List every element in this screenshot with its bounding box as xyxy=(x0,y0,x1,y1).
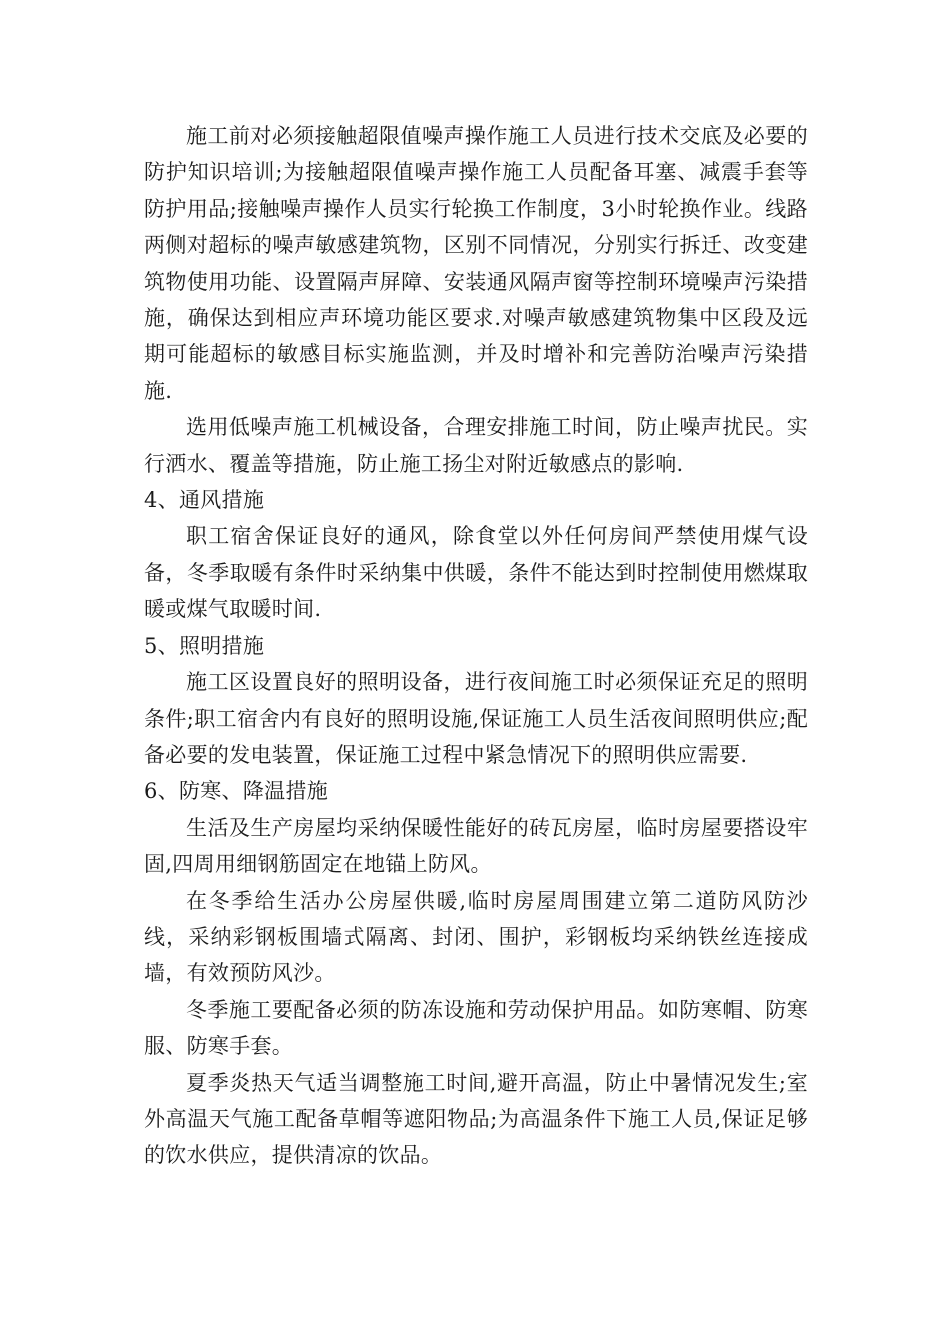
paragraph-lighting: 施工区设置良好的照明设备，进行夜间施工时必须保证充足的照明条件;职工宿舍内有良好的照明设施,保证施工人员生活夜间照明供应;配备必要的发电装置，保证施工过程中紧急情况下的照明供应需要. xyxy=(144,670,808,767)
paragraph-noise-protection: 施工前对必须接触超限值噪声操作施工人员进行技术交底及必要的防护知识培训;为接触超限值噪声操作施工人员配备耳塞、减震手套等防护用品;接触噪声操作人员实行轮换工作制度，3小时轮换作业。线路两侧对超标的噪声敏感建筑物，区别不同情况，分别实行拆迁、改变建筑物使用功能、设置隔声屏障、安装通风隔声窗等控制环境噪声污染措施，确保达到相应声环境功能区要求.对噪声敏感建筑物集中区段及远期可能超标的敏感目标实施监测，并及时增补和完善防治噪声污染措施. xyxy=(144,124,808,403)
section-heading-cold-heat: 6、防寒、降温措施 xyxy=(144,779,329,804)
paragraph-winter-heating: 在冬季给生活办公房屋供暖,临时房屋周围建立第二道防风防沙线，采纳彩钢板围墙式隔离、封闭、围护，彩钢板均采纳铁丝连接成墙，有效预防风沙。 xyxy=(144,888,808,986)
paragraph-winter-protection: 冬季施工要配备必须的防冻设施和劳动保护用品。如防寒帽、防寒服、防寒手套。 xyxy=(144,997,808,1059)
paragraph-summer-heat: 夏季炎热天气适当调整施工时间,避开高温，防止中暑情况发生;室外高温天气施工配备草帽等遮阳物品;为高温条件下施工人员,保证足够的饮水供应，提供清凉的饮品。 xyxy=(144,1070,808,1168)
section-heading-lighting: 5、照明措施 xyxy=(144,633,265,658)
paragraph-ventilation: 职工宿舍保证良好的通风，除食堂以外任何房间严禁使用煤气设备，冬季取暖有条件时采纳集中供暖，条件不能达到时控制使用燃煤取暖或煤气取暖时间. xyxy=(144,524,808,622)
document-body xyxy=(144,118,808,1174)
paragraph-low-noise-equipment: 选用低噪声施工机械设备，合理安排施工时间，防止噪声扰民。实行洒水、覆盖等措施，防止施工扬尘对附近敏感点的影响. xyxy=(144,415,808,476)
section-heading-ventilation: 4、通风措施 xyxy=(144,488,265,513)
paragraph-housing: 生活及生产房屋均采纳保暖性能好的砖瓦房屋，临时房屋要搭设牢固,四周用细钢筋固定在地锚上防风。 xyxy=(144,815,808,877)
